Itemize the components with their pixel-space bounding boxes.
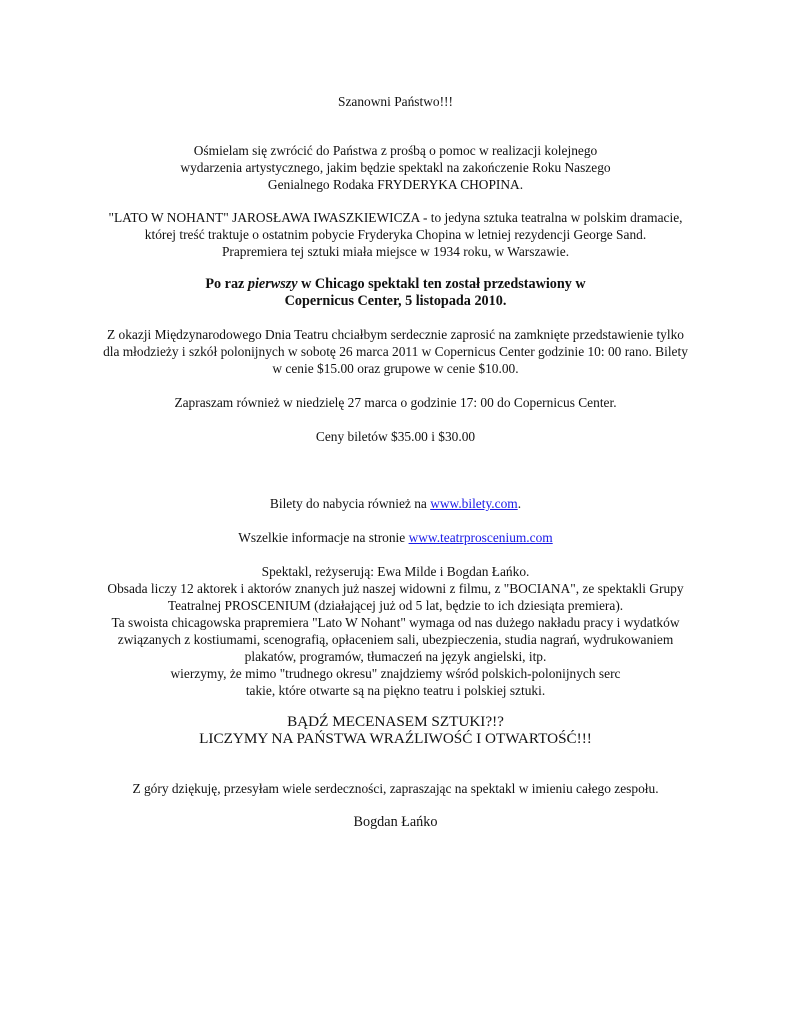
appeal-line-2: LICZYMY NA PAŃSTWA WRAŹLIWOŚĆ I OTWARTOŚĆ!!! bbox=[199, 730, 592, 747]
cast-line-5: związanych z kostiumami, scenografią, opłaceniem sali, ubezpieczenia, studia nagrań, wydrukowaniem bbox=[117, 632, 674, 647]
cast-line-8: takie, które otwarte są na piękno teatru i polskiej sztuki. bbox=[245, 683, 546, 698]
bilety-link[interactable]: www.bilety.com bbox=[430, 496, 518, 511]
play-line-1: "LATO W NOHANT" JAROSŁAWA IWASZKIEWICZA - to jedyna sztuka teatralna w polskim dramacie, bbox=[108, 210, 683, 225]
cast-line-3: Teatralnej PROSCENIUM (działającej już od 5 lat, będzie to ich dziesiąta premiera). bbox=[167, 598, 624, 613]
tickets-period: . bbox=[517, 496, 522, 511]
cast-line-2: Obsada liczy 12 aktorek i aktorów znanych już naszej widowni z filmu, z "BOCIANA", ze spektakli Grupy bbox=[107, 581, 684, 596]
sunday-invitation: Zapraszam również w niedzielę 27 marca o godzinie 17: 00 do Copernicus Center. bbox=[174, 395, 617, 410]
cast-line-1: Spektakl, reżyserują: Ewa Milde i Bogdan Łańko. bbox=[261, 564, 530, 579]
proscenium-link[interactable]: www.teatrproscenium.com bbox=[408, 530, 553, 545]
info-line bbox=[0, 529, 791, 546]
cast-line-4: Ta swoista chicagowska prapremiera "Lato W Nohant" wymaga od nas dużego nakładu pracy i wydatków bbox=[111, 615, 680, 630]
appeal-line-1: BĄDŹ MECENASEM SZTUKI?!? bbox=[287, 713, 504, 730]
info-text: Wszelkie informacje na stronie bbox=[238, 530, 409, 545]
ticket-prices: Ceny biletów $35.00 i $30.00 bbox=[315, 429, 476, 444]
intro-line-3: Genialnego Rodaka FRYDERYKA CHOPINA. bbox=[267, 177, 524, 192]
play-line-2: której treść traktuje o ostatnim pobycie Fryderyka Chopina w letniej rezydencji George Sand. bbox=[144, 227, 647, 242]
intro-line-1: Ośmielam się zwrócić do Państwa z prośbą o pomoc w realizacji kolejnego bbox=[193, 143, 598, 158]
play-line-3: Prapremiera tej sztuki miała miejsce w 1934 roku, w Warszawie. bbox=[221, 244, 570, 259]
premiere-line-2: Copernicus Center, 5 listopada 2010. bbox=[284, 293, 507, 309]
premiere-line-1 bbox=[0, 276, 791, 293]
tickets-line bbox=[0, 495, 791, 512]
theatre-day-line-1: Z okazji Międzynarodowego Dnia Teatru chciałbym serdecznie zaprosić na zamknięte przedstawienie tylko bbox=[107, 327, 684, 342]
cast-line-7: wierzymy, że mimo "trudnego okresu" znajdziemy wśród polskich-polonijnych serc bbox=[170, 666, 621, 681]
closing-line: Z góry dziękuję, przesyłam wiele serdeczności, zapraszając na spektakl w imieniu całego zespołu. bbox=[132, 781, 659, 796]
greeting: Szanowni Państwo!!! bbox=[338, 94, 453, 109]
premiere-post: w Chicago spektakl ten został przedstawiony w bbox=[297, 276, 586, 292]
theatre-day-line-3: w cenie $15.00 oraz grupowe w cenie $10.00. bbox=[272, 361, 519, 376]
signature: Bogdan Łańko bbox=[353, 814, 438, 830]
premiere-pre: Po raz bbox=[205, 276, 248, 292]
theatre-day-line-2: dla młodzieży i szkół polonijnych w sobotę 26 marca 2011 w Copernicus Center godzinie 10: 00 rano. Bilety bbox=[103, 344, 688, 359]
tickets-text: Bilety do nabycia również na bbox=[269, 496, 431, 511]
intro-line-2: wydarzenia artystycznego, jakim będzie spektakl na zakończenie Roku Naszego bbox=[180, 160, 611, 175]
premiere-italic: pierwszy bbox=[247, 276, 298, 292]
cast-line-6: plakatów, programów, tłumaczeń na język angielski, itp. bbox=[244, 649, 547, 664]
